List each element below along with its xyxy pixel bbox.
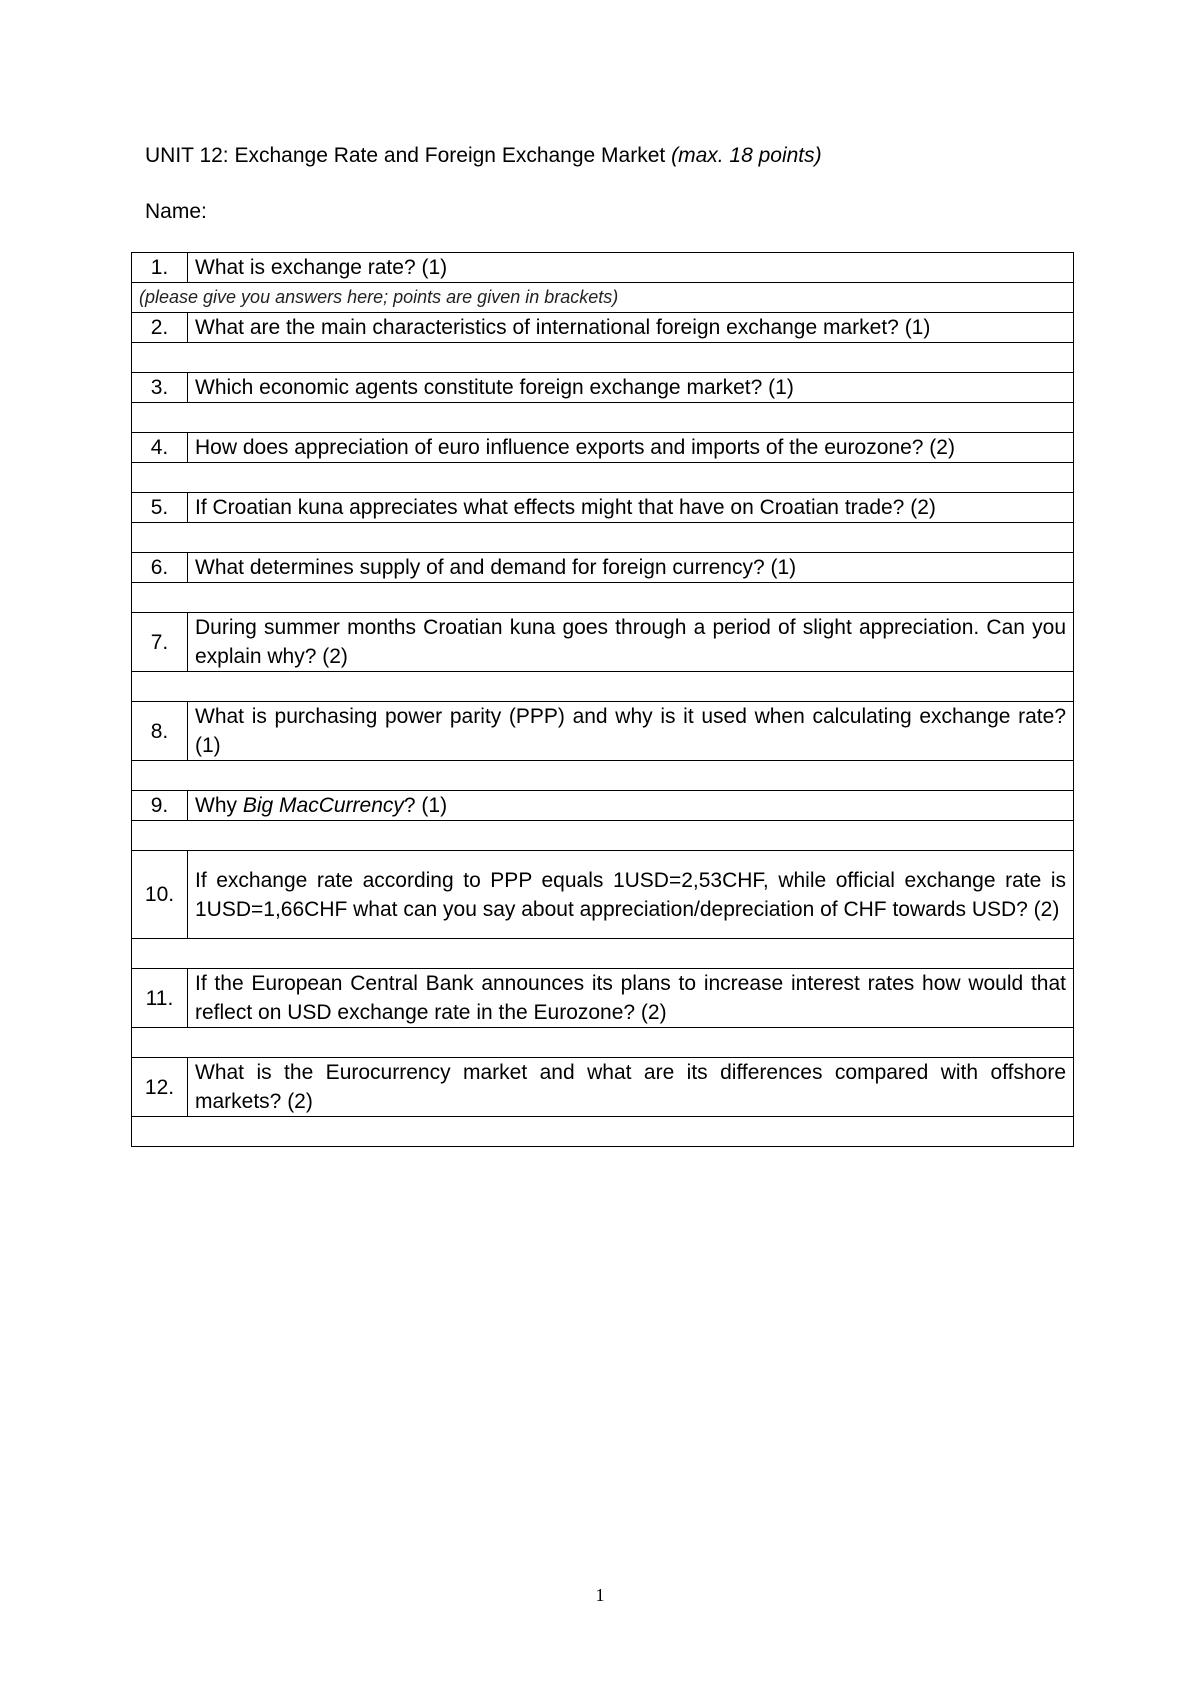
question-text [188, 791, 1074, 821]
answer-field[interactable] [132, 821, 1074, 851]
answer-field[interactable] [132, 939, 1074, 969]
answer-field[interactable] [132, 463, 1074, 493]
answer-hint[interactable]: (please give you answers here; points are given in brackets) [132, 283, 1074, 313]
question-text: Which economic agents constitute foreign exchange market? (1) [188, 373, 1074, 403]
question-text: If Croatian kuna appreciates what effects might that have on Croatian trade? (2) [188, 493, 1074, 523]
answer-row-12[interactable] [132, 1117, 1074, 1147]
points-note: (max. 18 points) [671, 144, 822, 167]
question-row-12 [132, 1058, 1074, 1117]
question-text: If exchange rate according to PPP equals 1USD=2,53CHF, while official exchange rate is 1USD=1,66CHF what can you say about appreciation/depreciation of CHF towards USD? (2) [188, 851, 1074, 939]
question-text-italic: Big MacCurrency [242, 794, 404, 817]
answer-row-8[interactable] [132, 761, 1074, 791]
answer-field[interactable] [132, 1117, 1074, 1147]
question-row-11 [132, 969, 1074, 1028]
question-number: 7. [132, 613, 188, 672]
question-number: 1. [132, 253, 188, 283]
question-row-9 [132, 791, 1074, 821]
answer-row-9[interactable] [132, 821, 1074, 851]
answer-row-11[interactable] [132, 1028, 1074, 1058]
question-number: 12. [132, 1058, 188, 1117]
question-text: What is the Eurocurrency market and what are its differences compared with offshore markets? (2) [188, 1058, 1074, 1117]
answer-row-10[interactable] [132, 939, 1074, 969]
question-row-6 [132, 553, 1074, 583]
page-title [145, 143, 822, 169]
answer-field[interactable] [132, 761, 1074, 791]
question-row-7 [132, 613, 1074, 672]
answer-row-5[interactable] [132, 523, 1074, 553]
question-number: 10. [132, 851, 188, 939]
question-text: What is purchasing power parity (PPP) and why is it used when calculating exchange rate? (1) [188, 702, 1074, 761]
question-number: 11. [132, 969, 188, 1028]
answer-field[interactable] [132, 583, 1074, 613]
answer-field[interactable] [132, 343, 1074, 373]
question-row-3 [132, 373, 1074, 403]
question-row-1 [132, 253, 1074, 283]
question-text-start: Why [195, 794, 243, 817]
question-row-4 [132, 433, 1074, 463]
question-number: 2. [132, 313, 188, 343]
question-text: What determines supply of and demand for foreign currency? (1) [188, 553, 1074, 583]
question-number: 8. [132, 702, 188, 761]
name-label: Name: [145, 200, 207, 223]
question-number: 9. [132, 791, 188, 821]
question-text: During summer months Croatian kuna goes through a period of slight appreciation. Can you explain why? (2) [188, 613, 1074, 672]
answer-row-6[interactable] [132, 583, 1074, 613]
question-text: What are the main characteristics of international foreign exchange market? (1) [188, 313, 1074, 343]
page-number: 1 [595, 1585, 605, 1605]
answer-row-3[interactable] [132, 403, 1074, 433]
question-row-8 [132, 702, 1074, 761]
question-table [131, 252, 1074, 1147]
answer-row-7[interactable] [132, 672, 1074, 702]
answer-row-1[interactable] [132, 283, 1074, 313]
question-number: 5. [132, 493, 188, 523]
question-row-2 [132, 313, 1074, 343]
answer-field[interactable] [132, 403, 1074, 433]
answer-row-2[interactable] [132, 343, 1074, 373]
question-text-end: ? (1) [403, 794, 448, 817]
answer-field[interactable] [132, 523, 1074, 553]
question-number: 6. [132, 553, 188, 583]
question-row-5 [132, 493, 1074, 523]
question-row-10 [132, 851, 1074, 939]
question-text: What is exchange rate? (1) [188, 253, 1074, 283]
answer-field[interactable] [132, 672, 1074, 702]
question-number: 4. [132, 433, 188, 463]
question-text: How does appreciation of euro influence exports and imports of the eurozone? (2) [188, 433, 1074, 463]
question-number: 3. [132, 373, 188, 403]
unit-title: UNIT 12: Exchange Rate and Foreign Exchange Market [145, 144, 666, 167]
answer-field[interactable] [132, 1028, 1074, 1058]
question-text: If the European Central Bank announces its plans to increase interest rates how would that reflect on USD exchange rate in the Eurozone? (2) [188, 969, 1074, 1028]
answer-row-4[interactable] [132, 463, 1074, 493]
